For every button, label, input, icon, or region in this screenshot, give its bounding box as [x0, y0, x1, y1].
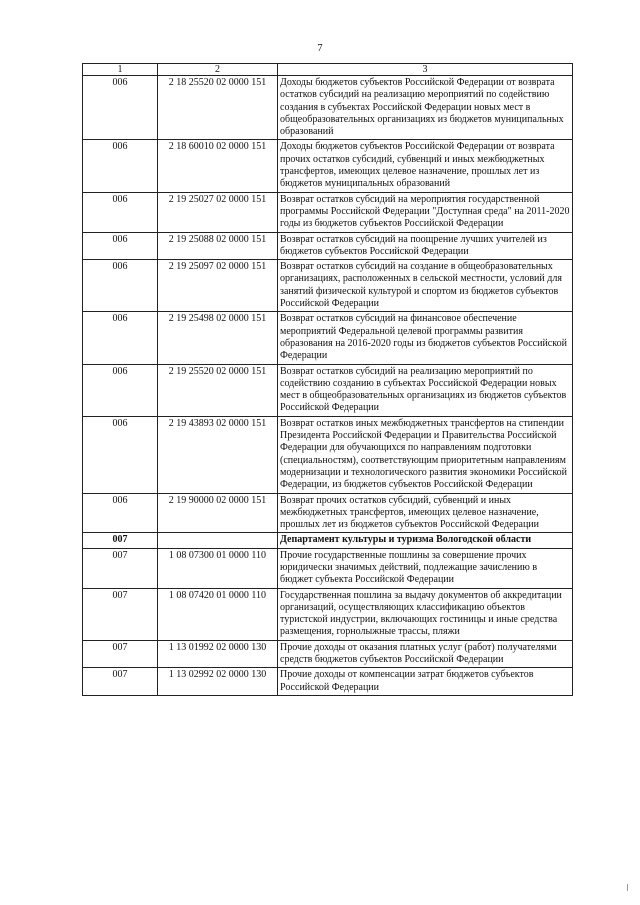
admin-code-cell: 006 [83, 312, 158, 364]
budget-code-cell: 2 19 25097 02 0000 151 [158, 260, 278, 312]
description-cell: Прочие государственные пошлины за совершение прочих юридически значимых действий, подлежащие зачислению в бюджет субъекта Российской Федерации [278, 548, 573, 588]
page-number: 7 [317, 43, 323, 54]
description-cell: Департамент культуры и туризма Вологодской области [278, 533, 573, 548]
table-row [83, 548, 573, 588]
table-row [83, 588, 573, 640]
table-row [83, 232, 573, 260]
admin-code-cell: 006 [83, 493, 158, 533]
admin-code-cell: 006 [83, 140, 158, 192]
budget-code-cell: 2 18 60010 02 0000 151 [158, 140, 278, 192]
description-cell: Возврат остатков иных межбюджетных трансфертов на стипендии Президента Российской Федерации и Правительства Российской Федерации для обучающихся по направлениям подготовки (специальностям), соответствующим приоритетным направлениям модернизации и технологического развития экономики Российской Федерации, из бюджетов субъектов Российской Федерации [278, 416, 573, 493]
table-row [83, 640, 573, 668]
table-row [83, 493, 573, 533]
column-header-2: 2 [158, 64, 278, 76]
column-header-1: 1 [83, 64, 158, 76]
budget-code-cell: 2 19 25498 02 0000 151 [158, 312, 278, 364]
description-cell: Возврат прочих остатков субсидий, субвенций и иных межбюджетных трансфертов, имеющих целевое назначение, прошлых лет из бюджетов субъектов Российской Федерации [278, 493, 573, 533]
budget-code-cell [158, 533, 278, 548]
description-cell: Прочие доходы от компенсации затрат бюджетов субъектов Российской Федерации [278, 668, 573, 696]
admin-code-cell: 007 [83, 640, 158, 668]
description-cell: Возврат остатков субсидий на финансовое обеспечение мероприятий Федеральной целевой программы развития образования на 2016-2020 годы из бюджетов субъектов Российской Федерации [278, 312, 573, 364]
description-cell: Возврат остатков субсидий на создание в общеобразовательных организациях, расположенных в сельской местности, условий для занятий физической культурой и спортом из бюджетов субъектов Российской Федерации [278, 260, 573, 312]
admin-code-cell: 007 [83, 548, 158, 588]
admin-code-cell: 007 [83, 588, 158, 640]
budget-code-cell: 2 19 25088 02 0000 151 [158, 232, 278, 260]
table-row [83, 192, 573, 232]
table-row [83, 364, 573, 416]
scan-edge-mark [627, 884, 630, 891]
admin-code-cell: 006 [83, 416, 158, 493]
budget-code-cell: 2 19 43893 02 0000 151 [158, 416, 278, 493]
budget-code-cell: 1 13 01992 02 0000 130 [158, 640, 278, 668]
table-row [83, 312, 573, 364]
description-cell: Возврат остатков субсидий на поощрение лучших учителей из бюджетов субъектов Российской Федерации [278, 232, 573, 260]
admin-code-cell: 006 [83, 192, 158, 232]
description-cell: Государственная пошлина за выдачу документов об аккредитации организаций, осуществляющих классификацию объектов туристской индустрии, включающих гостиницы и иные средства размещения, горнолыжные трассы, пляжи [278, 588, 573, 640]
admin-code-cell: 006 [83, 364, 158, 416]
admin-code-cell: 006 [83, 260, 158, 312]
budget-code-cell: 2 18 25520 02 0000 151 [158, 76, 278, 140]
table-row [83, 260, 573, 312]
budget-code-cell: 1 13 02992 02 0000 130 [158, 668, 278, 696]
description-cell: Доходы бюджетов субъектов Российской Федерации от возврата прочих остатков субсидий, субвенций и иных межбюджетных трансфертов, имеющих целевое назначение, прошлых лет из бюджетов муниципальных образований [278, 140, 573, 192]
table-row [83, 140, 573, 192]
budget-code-cell: 1 08 07420 01 0000 110 [158, 588, 278, 640]
budget-code-cell: 1 08 07300 01 0000 110 [158, 548, 278, 588]
table-header-row [83, 64, 573, 76]
column-header-3: 3 [278, 64, 573, 76]
revenue-classification-table [82, 63, 573, 696]
table-row [83, 416, 573, 493]
description-cell: Возврат остатков субсидий на реализацию мероприятий по содействию созданию в субъектах Российской Федерации новых мест в общеобразовательных организациях из бюджетов субъектов Российской Федерации [278, 364, 573, 416]
budget-code-cell: 2 19 25027 02 0000 151 [158, 192, 278, 232]
admin-code-cell: 007 [83, 668, 158, 696]
description-cell: Доходы бюджетов субъектов Российской Федерации от возврата остатков субсидий на реализацию мероприятий по содействию создания в субъектах Российской Федерации новых мест в общеобразовательных организациях из бюджетов муниципальных образований [278, 76, 573, 140]
table-row [83, 76, 573, 140]
description-cell: Возврат остатков субсидий на мероприятия государственной программы Российской Федерации "Доступная среда" на 2011-2020 годы из бюджетов субъектов Российской Федерации [278, 192, 573, 232]
admin-code-cell: 007 [83, 533, 158, 548]
section-header-row [83, 533, 573, 548]
budget-code-cell: 2 19 90000 02 0000 151 [158, 493, 278, 533]
admin-code-cell: 006 [83, 76, 158, 140]
table-row [83, 668, 573, 696]
description-cell: Прочие доходы от оказания платных услуг (работ) получателями средств бюджетов субъектов Российской Федерации [278, 640, 573, 668]
admin-code-cell: 006 [83, 232, 158, 260]
budget-code-cell: 2 19 25520 02 0000 151 [158, 364, 278, 416]
